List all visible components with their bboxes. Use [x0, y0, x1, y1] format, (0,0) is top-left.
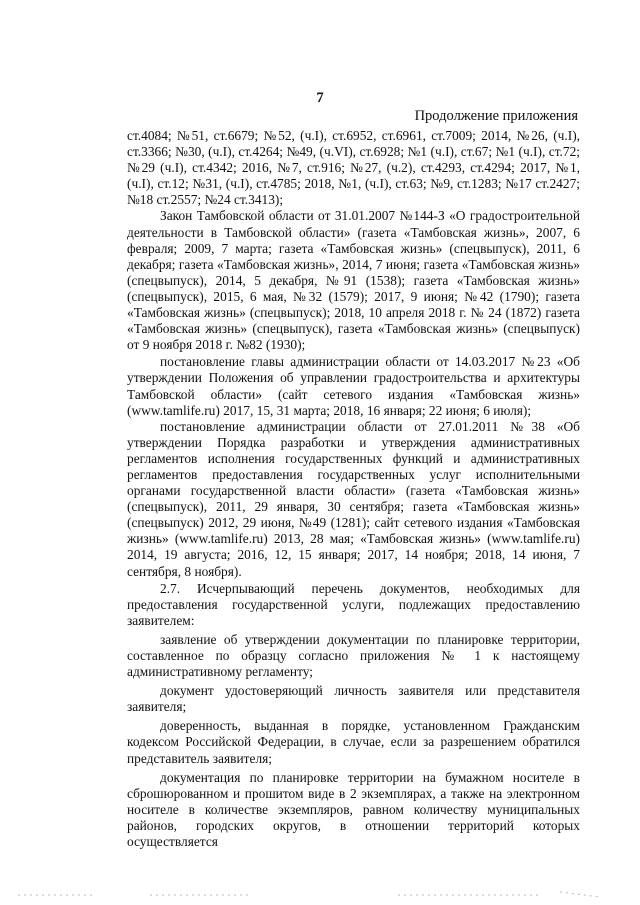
list-item-application: заявление об утверждении документации по планировке территории, составленное по образцу согласно приложения № 1 к настоящему административному регламенту; [127, 631, 580, 680]
paragraph-governor-decree: постановление главы администрации области от 14.03.2017 №23 «Об утверждении Положения об управлении градостроительства и архитектуры Тамбовской области» (сайт сетевого издания «Тамбовская жизнь» (www.tamlife.ru) 2017, 15, 31 марта; 2018, 16 января; 22 июня; 6 июля); [127, 354, 580, 418]
document-body [127, 128, 580, 853]
list-item-planning-documentation: документация по планировке территории на бумажном носителе в сброшюрованном и прошитом виде в 2 экземплярах, а также на электронном носителе в количестве экземпляров, равном количеству муниципальных районов, городских округов, в отношении территорий которых осуществляется [127, 769, 580, 850]
paragraph-section-2-7: 2.7. Исчерпывающий перечень документов, необходимых для предоставления государственной услуги, подлежащих предоставлению заявителем: [127, 580, 580, 628]
list-item-identity-document: документ удостоверяющий личность заявителя или представителя заявителя; [127, 683, 580, 715]
running-header: Продолжение приложения [414, 108, 578, 124]
paragraph-tambov-law: Закон Тамбовской области от 31.01.2007 №144-З «О градостроительной деятельности в Тамбовской области» (газета «Тамбовская жизнь», 2007, 6 февраля; 2009, 7 марта; газета «Тамбовская жизнь» (спецвыпуск), 2011, 6 декабря; газета «Тамбовская жизнь», 2014, 7 июня; газета «Тамбовская жизнь» (спецвыпуск), 2014, 5 декабря, №91 (1538); газета «Тамбовская жизнь» (спецвыпуск), 2015, 6 мая, №32 (1579); 2017, 9 июня; №42 (1790); газета «Тамбовская жизнь» (спецвыпуск); 2018, 10 апреля 2018 г. № 24 (1872) газета «Тамбовская жизнь» (спецвыпуск), газета «Тамбовская жизнь» (спецвыпуск) от 9 ноября 2018 г. №82 (1930); [127, 208, 580, 353]
scan-artifact [0, 889, 640, 899]
paragraph-administration-decree: постановление администрации области от 27.01.2011 №38 «Об утверждении Порядка разработки и утверждения административных регламентов исполнения государственных функций и административных регламентов предоставления государственных услуг исполнительными органами государственной власти области» (газета «Тамбовская жизнь» (спецвыпуск), 2011, 29 января, 30 сентября; газета «Тамбовская жизнь» (спецвыпуск) 2012, 29 июня, №49 (1281); сайт сетевого издания «Тамбовская жизнь» (www.tamlife.ru) 2013, 28 мая; «Тамбовская жизнь» (www.tamlife.ru) 2014, 19 августа; 2016, 12, 15 января; 2017, 14 ноября; 2018, 14 июня, 7 сентября, 8 ноября). [127, 418, 580, 579]
page-number: 7 [316, 90, 324, 106]
paragraph-legislation-continuation: ст.4084; №51, ст.6679; №52, (ч.I), ст.6952, ст.6961, ст.7009; 2014, №26, (ч.I), ст.3366; №30, (ч.I), ст.4264; №49, (ч.VI), ст.6928; №1 (ч.I), ст.67; №1 (ч.I), ст.72; №29 (ч.I), ст.4342; 2016, №7, ст.916; №27, (ч.2), ст.4293, ст.4294; 2017, №1, (ч.I), ст.12; №31, (ч.I), ст.4785; 2018, №1, (ч.I), ст.63; №9, ст.1283; №17 ст.2427; №18 ст.2557; №24 ст.3413); [127, 128, 580, 208]
list-item-power-of-attorney: доверенность, выданная в порядке, установленном Гражданским кодексом Российской Федерации, в случае, если за разрешением обратился представитель заявителя; [127, 718, 580, 766]
